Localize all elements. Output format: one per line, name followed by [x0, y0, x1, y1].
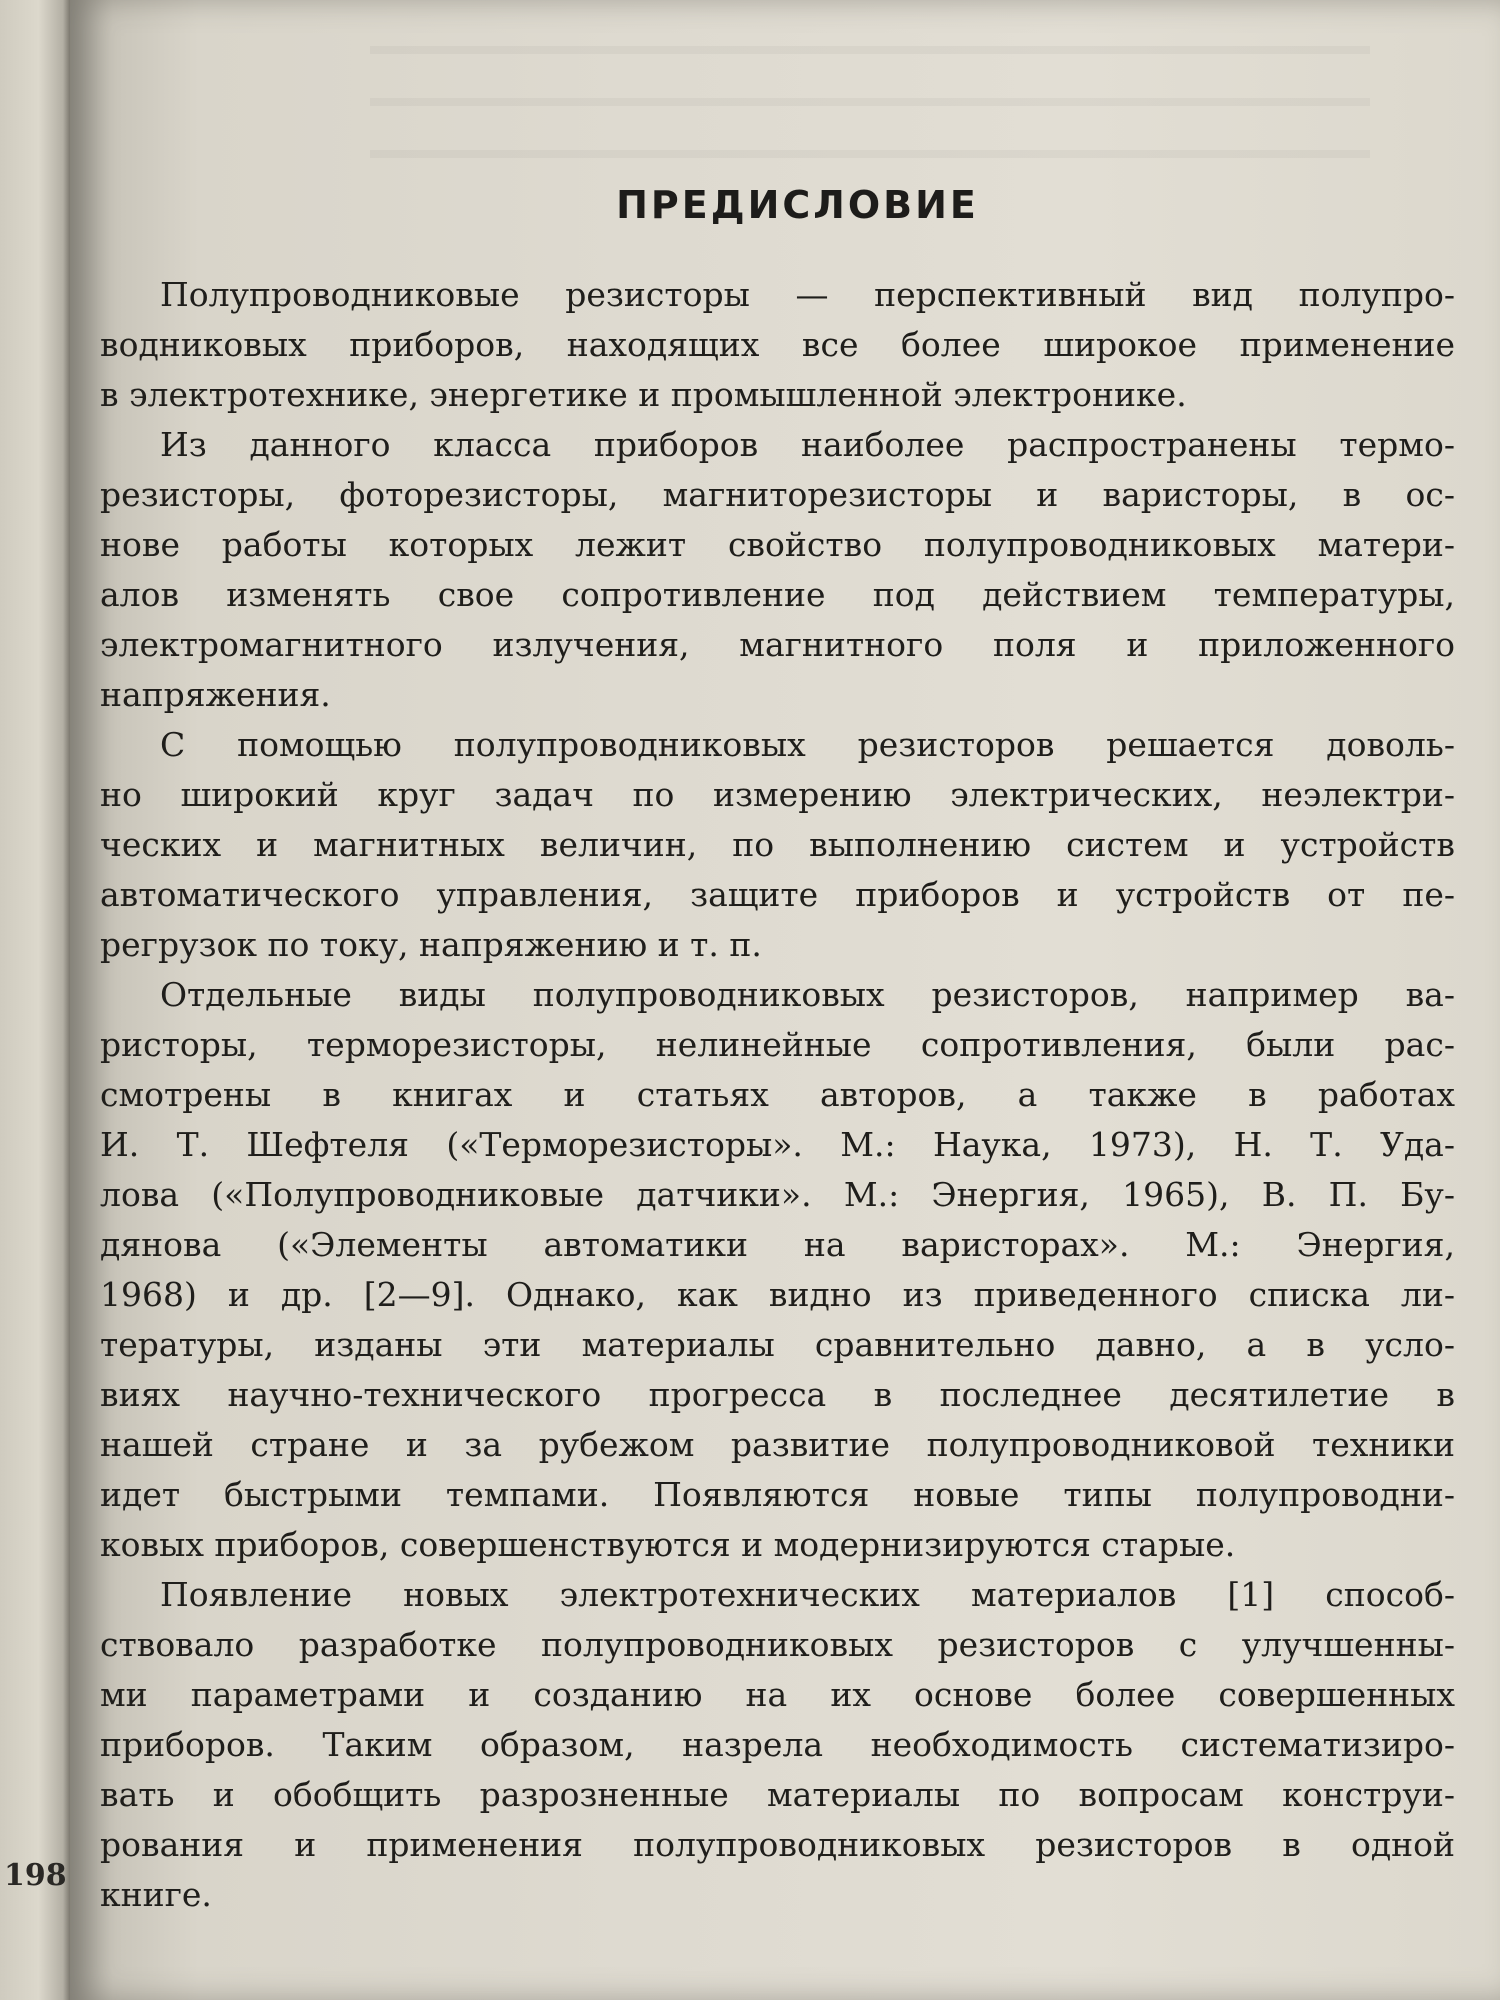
text-line: ми параметрами и созданию на их основе более совершенных [100, 1675, 1455, 1714]
body-text [100, 270, 1455, 1920]
paragraph-4 [100, 970, 1455, 1570]
text-line: книге. [100, 1875, 212, 1914]
text-line: ческих и магнитных величин, по выполнению систем и устройств [100, 825, 1455, 864]
text-line: Из данного класса приборов наиболее распространены термо- [160, 425, 1455, 464]
text-line: нашей стране и за рубежом развитие полупроводниковой техники [100, 1425, 1455, 1464]
text-line: С помощью полупроводниковых резисторов решается доволь- [160, 725, 1455, 764]
text-line: регрузок по току, напряжению и т. п. [100, 925, 762, 964]
paragraph-2 [100, 420, 1455, 720]
paragraph-5 [100, 1570, 1455, 1920]
text-line: резисторы, фоторезисторы, магниторезисторы и варисторы, в ос- [100, 475, 1455, 514]
text-line: И. Т. Шефтеля («Терморезисторы». М.: Наука, 1973), Н. Т. Уда- [100, 1125, 1455, 1164]
text-line: Появление новых электротехнических материалов [1] способ- [160, 1575, 1455, 1614]
text-line: смотрены в книгах и статьях авторов, а также в работах [100, 1075, 1455, 1114]
bleed-through-text [370, 20, 1370, 180]
text-line: ристоры, терморезисторы, нелинейные сопротивления, были рас- [100, 1025, 1455, 1064]
text-line: в электротехнике, энергетике и промышленной электронике. [100, 375, 1187, 414]
text-line: вать и обобщить разрозненные материалы по вопросам конструи- [100, 1775, 1455, 1814]
text-line: 1968) и др. [2—9]. Однако, как видно из приведенного списка ли- [100, 1275, 1455, 1314]
previous-page-edge [0, 0, 70, 2000]
previous-page-number: 198 [4, 1858, 67, 1893]
text-line: виях научно-технического прогресса в последнее десятилетие в [100, 1375, 1455, 1414]
text-line: идет быстрыми темпами. Появляются новые типы полупроводни- [100, 1475, 1455, 1514]
text-line: нове работы которых лежит свойство полупроводниковых матери- [100, 525, 1455, 564]
book-page [70, 0, 1500, 2000]
text-line: водниковых приборов, находящих все более широкое применение [100, 325, 1455, 364]
text-line: но широкий круг задач по измерению электрических, неэлектри- [100, 775, 1455, 814]
text-line: дянова («Элементы автоматики на варисторах». М.: Энергия, [100, 1225, 1455, 1264]
text-line: ствовало разработке полупроводниковых резисторов с улучшенны- [100, 1625, 1455, 1664]
text-line: лова («Полупроводниковые датчики». М.: Энергия, 1965), В. П. Бу- [100, 1175, 1455, 1214]
text-line: Полупроводниковые резисторы — перспективный вид полупро- [160, 275, 1455, 314]
text-line: Отдельные виды полупроводниковых резисторов, например ва- [160, 975, 1455, 1014]
text-line: электромагнитного излучения, магнитного поля и приложенного [100, 625, 1455, 664]
text-line: рования и применения полупроводниковых резисторов в одной [100, 1825, 1455, 1864]
text-line: тературы, изданы эти материалы сравнительно давно, а в усло- [100, 1325, 1455, 1364]
text-line: алов изменять свое сопротивление под действием температуры, [100, 575, 1455, 614]
text-line: приборов. Таким образом, назрела необходимость систематизиро- [100, 1725, 1455, 1764]
paragraph-1 [100, 270, 1455, 420]
text-line: ковых приборов, совершенствуются и модернизируются старые. [100, 1525, 1236, 1564]
paragraph-3 [100, 720, 1455, 970]
text-line: автоматического управления, защите приборов и устройств от пе- [100, 875, 1455, 914]
text-line: напряжения. [100, 675, 331, 714]
page-title: ПРЕДИСЛОВИЕ [616, 183, 979, 227]
